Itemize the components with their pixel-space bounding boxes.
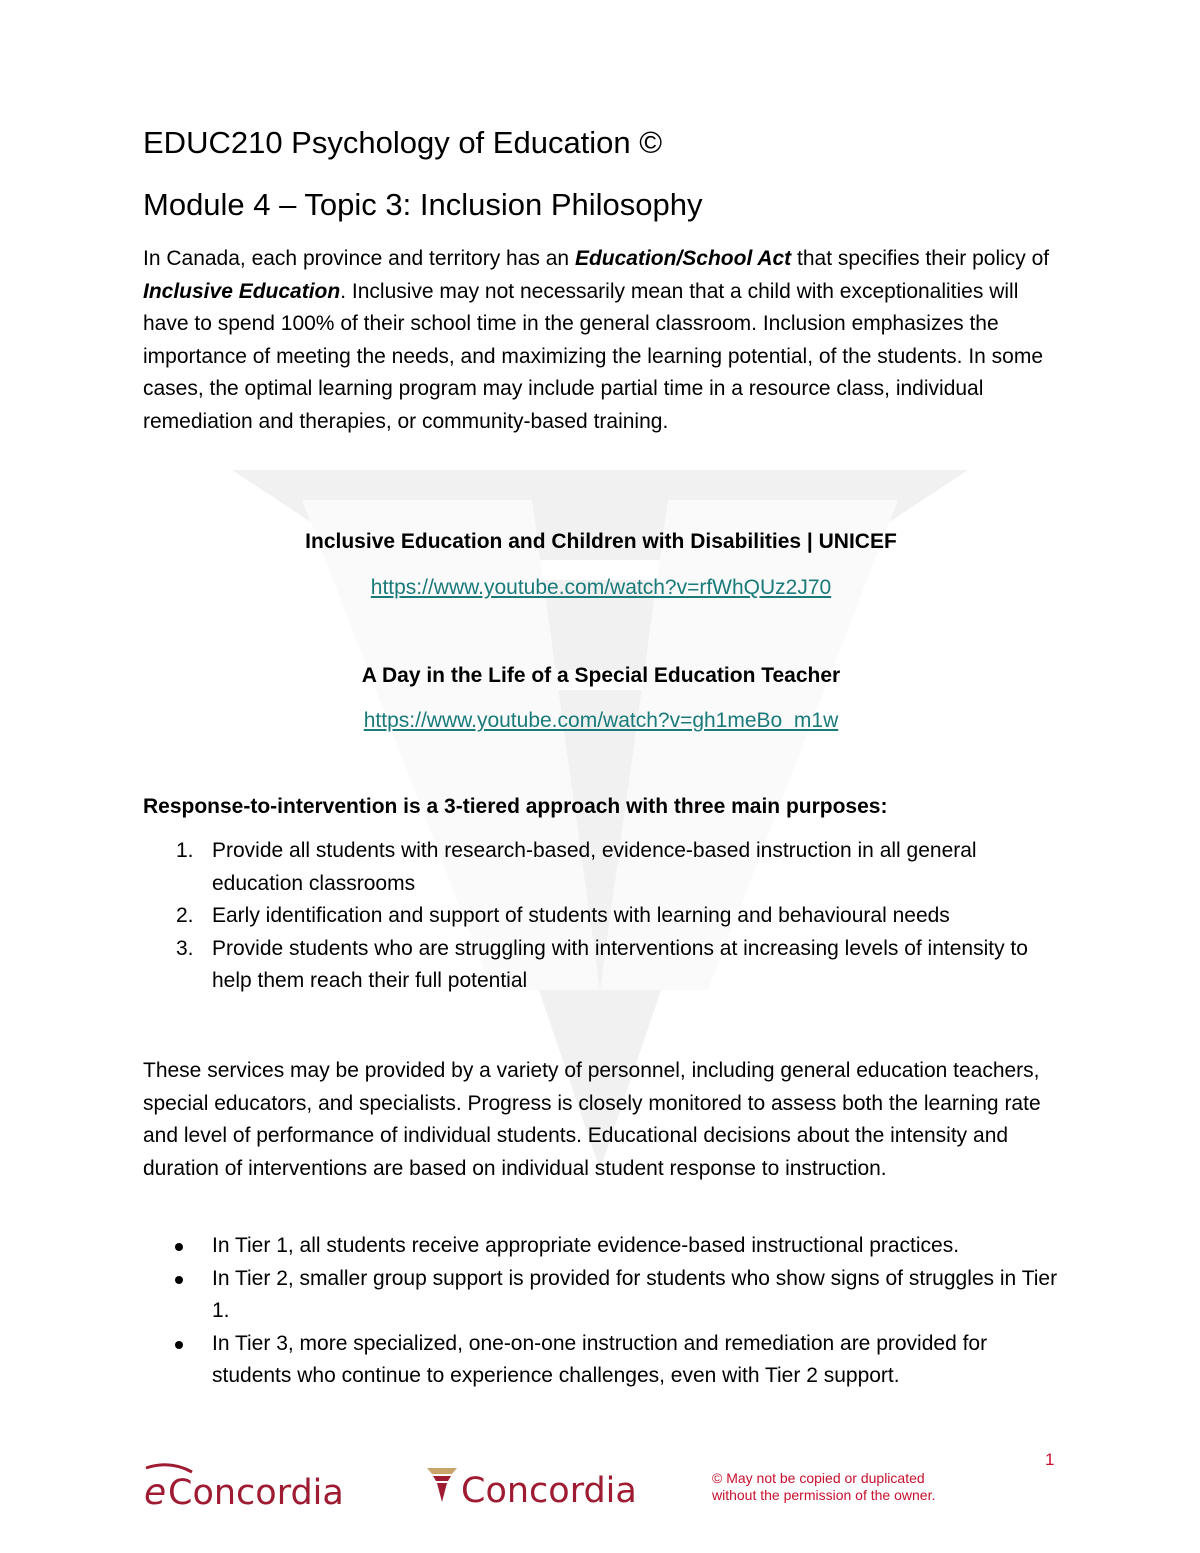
- list-marker: 1.: [176, 839, 194, 862]
- list-item: [143, 1328, 1063, 1393]
- video-link-row: [143, 576, 1059, 600]
- bullet-icon: [175, 1243, 183, 1251]
- list-item-text: In Tier 1, all students receive appropriate evidence-based instructional practices.: [212, 1234, 960, 1257]
- list-item-text: Provide all students with research-based, evidence-based instruction in all general education classrooms: [212, 839, 977, 895]
- concordia-wordmark: Concordia: [461, 1471, 637, 1511]
- intro-text-2: that specifies their policy of: [791, 247, 1050, 270]
- education-act-term: Education/School Act: [574, 247, 792, 270]
- bullet-icon: [175, 1341, 183, 1349]
- page-subtitle: Module 4 – Topic 3: Inclusion Philosophy: [143, 187, 703, 222]
- page-number: 1: [1045, 1450, 1055, 1469]
- video-link-row: [143, 709, 1059, 733]
- concordia-shield-icon: [427, 1468, 457, 1502]
- list-item: [143, 1263, 1063, 1328]
- copyright-notice: [712, 1470, 935, 1504]
- intro-text-3: . Inclusive may not necessarily mean that a child with exceptionalities will have to spend 100% of their school time in the general classroom. Inclusion emphasizes the importance of meeting the needs, and maximizing the learning potential, of the students. In some cases, the optimal learning program may include partial time in a resource class, individual remediation and therapies, or community-based training.: [143, 279, 1044, 433]
- econcordia-logo-mark: [140, 1460, 390, 1520]
- video-link-unicef[interactable]: https://www.youtube.com/watch?v=rfWhQUz2J70: [370, 576, 832, 599]
- rti-purposes-list: [143, 835, 1063, 998]
- video-title-special-ed: A Day in the Life of a Special Education Teacher: [361, 664, 841, 687]
- intro-text-1: In Canada, each province and territory has an: [143, 247, 575, 270]
- list-item: [143, 835, 1063, 900]
- page-title: EDUC210 Psychology of Education ©: [143, 125, 663, 160]
- list-marker: 3.: [176, 936, 194, 960]
- video-link-special-ed[interactable]: https://www.youtube.com/watch?v=gh1meBo_m1w: [363, 709, 839, 732]
- list-item-text: In Tier 3, more specialized, one-on-one instruction and remediation are provided for students who continue to experience challenges, even with Tier 2 support.: [212, 1331, 988, 1388]
- econcordia-wordmark: Concordia: [168, 1473, 344, 1513]
- list-item: [143, 900, 1063, 933]
- copyright-line-2: without the permission of the owner.: [712, 1487, 936, 1503]
- list-item: [143, 933, 1063, 998]
- services-paragraph: These services may be provided by a variety of personnel, including general education teachers, special educators, and specialists. Progress is closely monitored to assess both the learning rate and level of performance of individual students. Educational decisions about the intensity and duration of interventions are based on individual student response to instruction.: [143, 1059, 1041, 1180]
- econcordia-logo: [140, 1460, 390, 1525]
- list-marker: 2.: [176, 904, 194, 928]
- rti-heading: Response-to-intervention is a 3-tiered approach with three main purposes:: [143, 795, 888, 818]
- list-item-text: Provide students who are struggling with interventions at increasing levels of intensity to help them reach their full potential: [212, 936, 1028, 993]
- list-item-text: In Tier 2, smaller group support is provided for students who show signs of struggles in Tier 1.: [212, 1266, 1058, 1323]
- list-item-text: Early identification and support of students with learning and behavioural needs: [212, 904, 950, 928]
- econcordia-prefix: e: [144, 1472, 167, 1513]
- video-title-unicef: Inclusive Education and Children with Disabilities | UNICEF: [305, 530, 897, 553]
- concordia-logo-mark: [425, 1460, 675, 1520]
- tier-list: [143, 1230, 1063, 1393]
- inclusive-education-term: Inclusive Education: [143, 279, 341, 303]
- bullet-icon: [175, 1276, 183, 1284]
- intro-paragraph: [143, 243, 1063, 439]
- list-item: [143, 1230, 1063, 1263]
- copyright-line-1: © May not be copied or duplicated: [712, 1470, 925, 1486]
- concordia-logo: [425, 1460, 675, 1525]
